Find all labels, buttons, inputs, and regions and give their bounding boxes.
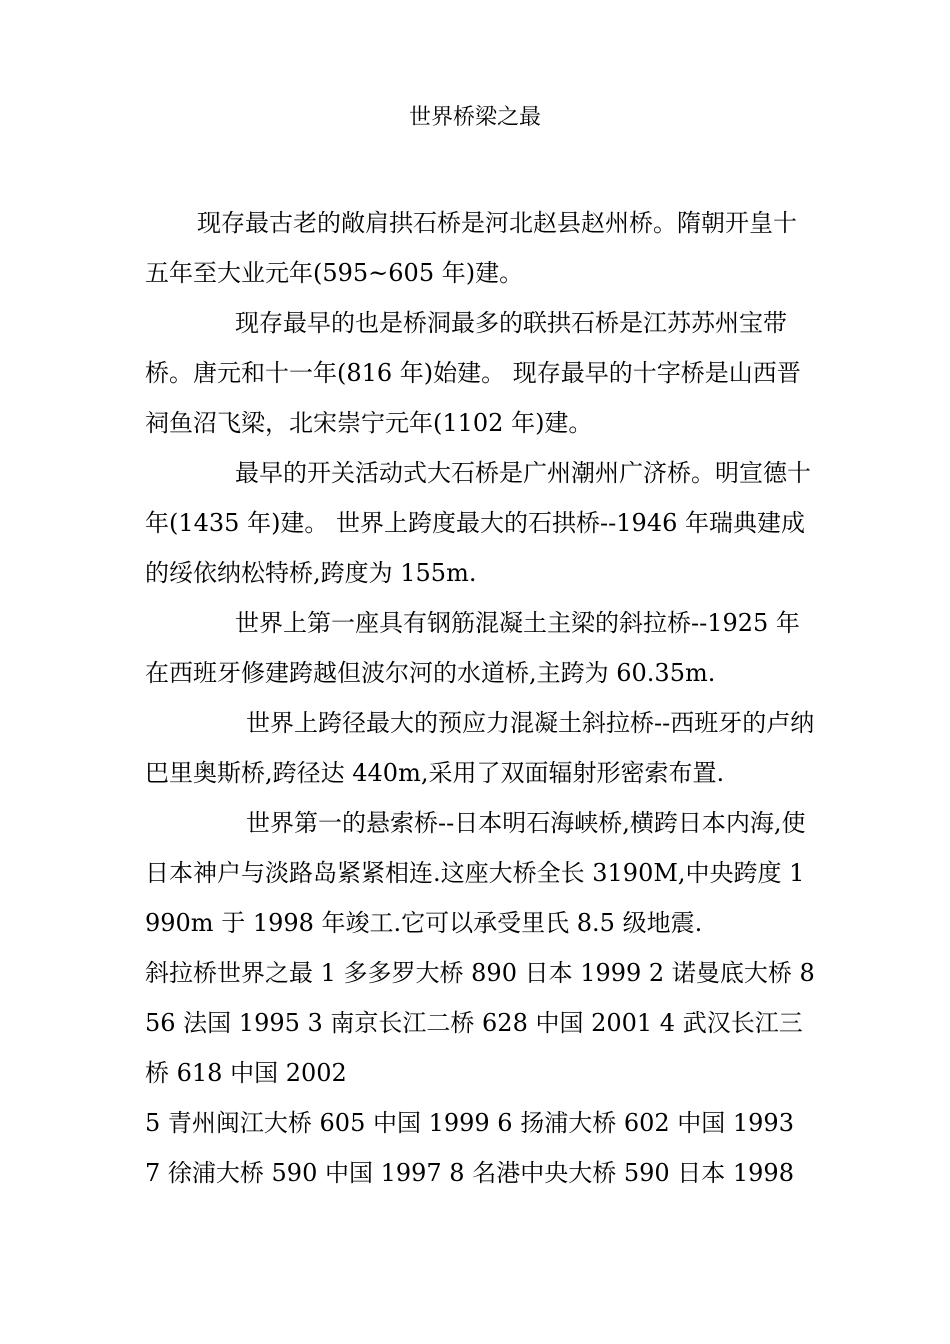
document-body bbox=[145, 198, 815, 1198]
paragraph-guangji-bridge: 最早的开关活动式大石桥是广州潮州广济桥。明宣德十年(1435 年)建。 世界上跨度最大的石拱桥--1946 年瑞典建成的绥依纳松特桥,跨度为 155m. bbox=[145, 459, 811, 587]
paragraph-first-cable-stayed: 世界上第一座具有钢筋混凝土主梁的斜拉桥--1925 年在西班牙修建跨越但波尔河的水道桥,主跨为 60.35m. bbox=[145, 609, 800, 687]
paragraph-cable-stayed-list-2: 5 青州闽江大桥 605 中国 1999 6 扬浦大桥 602 中国 1993 7 徐浦大桥 590 中国 1997 8 名港中央大桥 590 日本 1998 bbox=[145, 1109, 794, 1187]
paragraph-cable-stayed-list-1: 斜拉桥世界之最 1 多多罗大桥 890 日本 1999 2 诺曼底大桥 856 法国 1995 3 南京长江二桥 628 中国 2001 4 武汉长江三桥 618 中国 2002 bbox=[145, 959, 815, 1087]
paragraph-zhaozhou-bridge: 现存最古老的敞肩拱石桥是河北赵县赵州桥。隋朝开皇十五年至大业元年(595~605 年)建。 bbox=[145, 209, 797, 287]
paragraph-prestressed-cable-stayed: 世界上跨径最大的预应力混凝土斜拉桥--西班牙的卢纳巴里奥斯桥,跨径达 440m,采用了双面辐射形密索布置. bbox=[145, 709, 815, 787]
paragraph-baodai-bridge: 现存最早的也是桥洞最多的联拱石桥是江苏苏州宝带桥。唐元和十一年(816 年)始建。 现存最早的十字桥是山西晋祠鱼沼飞梁，北宋崇宁元年(1102 年)建。 bbox=[145, 309, 801, 437]
document-title: 世界桥梁之最 bbox=[408, 105, 541, 130]
paragraph-akashi-bridge: 世界第一的悬索桥--日本明石海峡桥,横跨日本内海,使日本神户与淡路岛紧紧相连.这座大桥全长 3190M,中央跨度 1990m 于 1998 年竣工.它可以承受里氏 8.5 级地震. bbox=[145, 809, 806, 937]
